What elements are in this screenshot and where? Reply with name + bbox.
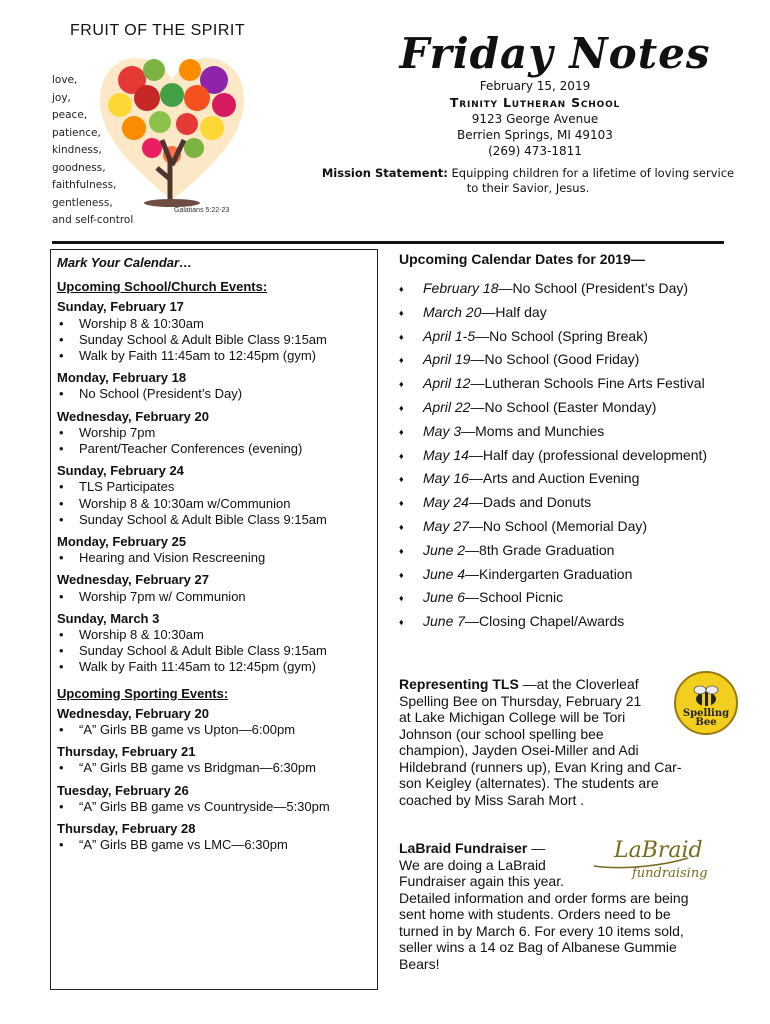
calendar-date: June 4 (423, 565, 466, 582)
spelling-line: —at the Cloverleaf (518, 676, 639, 692)
event-items (57, 550, 375, 566)
event-items (57, 799, 375, 815)
event-item: • Worship 7pm (57, 425, 375, 441)
event-item: • Worship 7pm w/ Communion (57, 589, 375, 605)
calendar-date: May 27 (423, 517, 469, 534)
mark-calendar-heading: Mark Your Calendar… (57, 255, 193, 270)
event-item: • Sunday School & Adult Bible Class 9:15am (57, 643, 375, 659)
event-item: • TLS Participates (57, 479, 375, 495)
virtue: peace, (52, 109, 88, 121)
bee-icon (676, 677, 736, 711)
event-day-heading: Wednesday, February 20 (57, 705, 209, 721)
labraid-lead: LaBraid Fundraiser (399, 840, 528, 856)
event-item: • Parent/Teacher Conferences (evening) (57, 441, 375, 457)
event-day-heading: Wednesday, February 20 (57, 408, 209, 424)
calendar-event: —No School (Easter Monday) (470, 398, 657, 415)
badge-line-1: Spelling (682, 708, 730, 719)
calendar-dates-list (399, 279, 739, 636)
labraid-line: We are doing a LaBraid (399, 856, 546, 873)
labraid-line: Fundraiser again this year. (399, 873, 564, 889)
event-day-heading: Monday, February 25 (57, 534, 187, 550)
sporting-events-list (57, 706, 375, 854)
calendar-date-item (399, 565, 739, 589)
logo-title: FRUIT OF THE SPIRIT (70, 22, 246, 39)
virtue: love, (52, 74, 78, 86)
calendar-event: —No School (Spring Break) (475, 327, 648, 344)
mission-label: Mission Statement: (321, 166, 448, 180)
scripture-reference: Galatians 5:22-23 (174, 207, 230, 214)
calendar-date: March 20 (423, 303, 482, 320)
badge-line-2: Bee (695, 717, 717, 728)
virtue: goodness, (52, 161, 106, 174)
calendar-event: —Moms and Munchies (461, 422, 605, 439)
calendar-event: —No School (Good Friday) (470, 351, 640, 368)
event-day-heading: Monday, February 18 (57, 370, 187, 386)
calendar-date: May 16 (423, 470, 469, 487)
mission-statement (318, 166, 738, 196)
address-line-1: 9123 George Avenue (471, 112, 599, 126)
event-items (57, 837, 375, 853)
event-day-heading: Thursday, February 21 (57, 744, 196, 760)
event-item: • Worship 8 & 10:30am (57, 316, 375, 332)
calendar-date-item (399, 493, 739, 517)
spelling-bee-lead: Representing TLS (399, 676, 519, 692)
event-items (57, 722, 375, 738)
calendar-date-item (399, 612, 739, 636)
calendar-date: April 19 (423, 351, 471, 368)
virtue: patience, (52, 126, 101, 139)
labraid-line: sent home with students. Orders need to be (399, 906, 671, 922)
spelling-line: at Lake Michigan College will be Tori (399, 709, 626, 725)
fruit-of-the-spirit-logo (52, 18, 252, 226)
event-day-heading: Sunday, February 24 (57, 463, 184, 479)
calendar-dates-heading: Upcoming Calendar Dates for 2019— (399, 251, 645, 267)
calendar-dates-section (399, 249, 739, 636)
calendar-date: April 12 (423, 375, 471, 392)
sporting-events-heading: Upcoming Sporting Events: (57, 685, 229, 701)
calendar-date: June 2 (423, 541, 466, 558)
spelling-bee-article (399, 676, 719, 808)
spelling-line: son Keigley (alternates). The students are (399, 775, 659, 791)
calendar-event: —No School (Memorial Day) (468, 517, 648, 534)
calendar-event: —Closing Chapel/Awards (465, 613, 625, 630)
event-item: • Worship 8 & 10:30am w/Communion (57, 496, 375, 512)
event-items (57, 589, 375, 605)
calendar-event: —School Picnic (465, 589, 564, 606)
labraid-line: Detailed information and order forms are being (399, 889, 689, 906)
event-item: • Hearing and Vision Rescreening (57, 550, 375, 566)
event-item: • Worship 8 & 10:30am (57, 627, 375, 643)
calendar-date: April 22 (423, 398, 471, 415)
calendar-date-item (399, 350, 739, 374)
event-item: • Walk by Faith 11:45am to 12:45pm (gym) (57, 659, 375, 675)
spelling-line: Johnson (our school spelling bee (399, 725, 604, 742)
calendar-date-item (399, 517, 739, 541)
calendar-date-item (399, 327, 739, 351)
event-items (57, 386, 375, 402)
event-items (57, 760, 375, 776)
divider (52, 241, 724, 244)
calendar-date-item (399, 279, 739, 303)
calendar-event: —Half day (481, 303, 547, 320)
calendar-date: February 18 (423, 280, 499, 296)
calendar-event: —8th Grade Graduation (465, 541, 615, 558)
labraid-logo-subtext: fundraising (632, 866, 708, 881)
event-item: • “A” Girls BB game vs Upton—6:00pm (57, 722, 375, 738)
calendar-date: June 7 (423, 613, 466, 630)
virtue: faithfulness, (52, 179, 117, 191)
calendar-date: May 14 (423, 446, 469, 463)
event-day-heading: Tuesday, February 26 (57, 782, 189, 798)
calendar-date: May 3 (423, 422, 462, 439)
virtue: gentleness, (52, 196, 113, 209)
calendar-date-item (399, 374, 739, 398)
labraid-line: Bears! (399, 955, 440, 972)
event-items (57, 316, 375, 365)
calendar-date-item (399, 588, 739, 612)
virtues-list (52, 72, 133, 230)
calendar-date-item (399, 469, 739, 493)
calendar-event: —Kindergarten Graduation (465, 565, 633, 582)
virtue: and self-control (52, 214, 134, 226)
calendar-date-item (399, 422, 739, 446)
event-item: • Sunday School & Adult Bible Class 9:15am (57, 512, 375, 528)
event-item: • “A” Girls BB game vs Bridgman—6:30pm (57, 760, 375, 776)
calendar-event: —Arts and Auction Evening (468, 470, 640, 487)
spelling-line: coached by Miss Sarah Mort . (399, 791, 585, 808)
calendar-date: April 1-5 (423, 327, 476, 344)
labraid-line: — (527, 840, 546, 856)
spelling-line: Hildebrand (runners up), Evan Kring and Car- (399, 758, 682, 775)
newsletter-title: Friday Notes (399, 29, 711, 78)
labraid-logo (592, 836, 722, 888)
spelling-line: champion), Jayden Osei-Miller and Adi (399, 742, 639, 758)
calendar-event: —Dads and Donuts (468, 494, 592, 511)
event-item: • “A” Girls BB game vs LMC—6:30pm (57, 837, 375, 853)
event-day-heading: Sunday, February 17 (57, 299, 184, 315)
event-day-heading: Sunday, March 3 (57, 610, 160, 626)
church-events-list (57, 299, 375, 675)
virtue: kindness, (52, 144, 102, 156)
event-item: • Walk by Faith 11:45am to 12:45pm (gym) (57, 348, 375, 364)
calendar-date-item (399, 303, 739, 327)
calendar-event: —Lutheran Schools Fine Arts Festival (470, 375, 705, 392)
issue-date: February 15, 2019 (479, 79, 591, 93)
event-day-heading: Thursday, February 28 (57, 821, 196, 837)
calendar-event: —Half day (professional development) (468, 446, 708, 463)
event-day-heading: Wednesday, February 27 (57, 572, 209, 588)
calendar-date-item (399, 541, 739, 565)
calendar-event: —No School (President’s Day) (498, 280, 689, 296)
spelling-bee-badge (674, 671, 738, 735)
events-box (50, 249, 378, 990)
school-name: Trinity Lutheran School (449, 95, 621, 110)
address-line-2: Berrien Springs, MI 49103 (457, 128, 613, 142)
calendar-date: May 24 (423, 494, 469, 511)
virtue: joy, (52, 91, 71, 104)
labraid-line: seller wins a 14 oz Bag of Albanese Gummie (399, 939, 677, 955)
event-items (57, 425, 375, 457)
event-item: • “A” Girls BB game vs Countryside—5:30pm (57, 799, 375, 815)
church-events-heading: Upcoming School/Church Events: (57, 279, 268, 295)
labraid-line: turned in by March 6. For every 10 items sold, (399, 922, 684, 939)
calendar-date-item (399, 398, 739, 422)
event-item: • No School (President’s Day) (57, 386, 375, 402)
masthead (300, 30, 770, 159)
calendar-date-item (399, 446, 739, 470)
calendar-date: June 6 (423, 589, 466, 606)
mission-text: Equipping children for a lifetime of loving service to their Savior, Jesus. (447, 166, 735, 195)
spelling-line: Spelling Bee on Thursday, February 21 (399, 692, 642, 709)
event-items (57, 479, 375, 528)
phone: (269) 473-1811 (488, 144, 582, 158)
labraid-logo-text: LaBraid (614, 838, 703, 863)
event-item: • Sunday School & Adult Bible Class 9:15am (57, 332, 375, 348)
event-items (57, 627, 375, 676)
